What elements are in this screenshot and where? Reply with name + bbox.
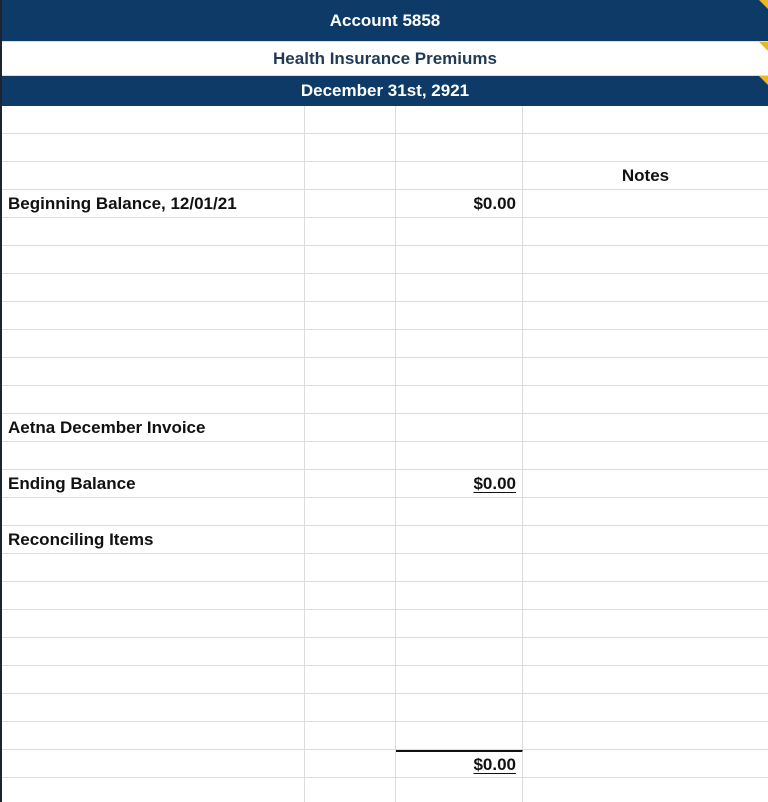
table-row xyxy=(2,246,768,274)
table-row xyxy=(2,694,768,722)
cell[interactable] xyxy=(2,330,305,357)
aetna-invoice-notes[interactable] xyxy=(523,414,768,441)
cell[interactable] xyxy=(305,386,396,413)
table-row xyxy=(2,274,768,302)
cell[interactable] xyxy=(396,386,523,413)
account-title-bar[interactable] xyxy=(2,0,768,41)
account-title: Account 5858 xyxy=(329,10,441,30)
cell[interactable] xyxy=(2,358,305,385)
table-row xyxy=(2,162,768,190)
cell[interactable] xyxy=(523,246,768,273)
table-row xyxy=(2,582,768,610)
cell[interactable] xyxy=(2,106,305,133)
cell[interactable] xyxy=(523,498,768,525)
cell[interactable] xyxy=(2,554,305,581)
cell[interactable] xyxy=(2,386,305,413)
table-row xyxy=(2,302,768,330)
ending-balance-amount-cell[interactable] xyxy=(396,470,523,497)
cell[interactable] xyxy=(305,610,396,637)
cell[interactable] xyxy=(523,218,768,245)
cell[interactable] xyxy=(305,218,396,245)
table-row xyxy=(2,610,768,638)
cell[interactable] xyxy=(305,414,396,441)
beginning-balance-row xyxy=(2,190,768,218)
cell[interactable] xyxy=(523,554,768,581)
cell[interactable] xyxy=(523,694,768,721)
table-row xyxy=(2,666,768,694)
cell[interactable] xyxy=(305,722,396,749)
table-row xyxy=(2,218,768,246)
table-row xyxy=(2,358,768,386)
aetna-invoice-label[interactable]: Aetna December Invoice xyxy=(2,414,305,441)
cell[interactable] xyxy=(305,554,396,581)
cell[interactable] xyxy=(396,610,523,637)
statement-date: December 31st, 2921 xyxy=(300,81,470,100)
cell[interactable] xyxy=(305,694,396,721)
cell[interactable] xyxy=(396,134,523,161)
cell[interactable] xyxy=(2,302,305,329)
cell[interactable] xyxy=(396,162,523,189)
cell[interactable] xyxy=(2,498,305,525)
table-row xyxy=(2,722,768,750)
cell[interactable] xyxy=(305,246,396,273)
cell[interactable] xyxy=(2,162,305,189)
cell[interactable] xyxy=(2,722,305,749)
account-subtitle-bar[interactable] xyxy=(2,41,768,76)
cell[interactable] xyxy=(396,778,523,802)
notes-header[interactable]: Notes xyxy=(621,165,670,185)
cell[interactable] xyxy=(523,274,768,301)
cell[interactable] xyxy=(305,302,396,329)
cell[interactable] xyxy=(2,694,305,721)
table-row xyxy=(2,106,768,134)
cell[interactable] xyxy=(396,722,523,749)
cell[interactable] xyxy=(523,750,768,777)
cell[interactable] xyxy=(523,778,768,802)
aetna-invoice-row xyxy=(2,414,768,442)
cell[interactable] xyxy=(305,526,396,553)
cell[interactable] xyxy=(523,386,768,413)
cell[interactable] xyxy=(305,442,396,469)
reconciling-total-row xyxy=(2,750,768,778)
cell[interactable] xyxy=(523,610,768,637)
cell[interactable] xyxy=(523,106,768,133)
reconciling-items-row xyxy=(2,526,768,554)
cell[interactable] xyxy=(305,498,396,525)
cell[interactable] xyxy=(2,442,305,469)
cell[interactable] xyxy=(523,134,768,161)
cell[interactable] xyxy=(396,498,523,525)
ending-balance-notes[interactable] xyxy=(523,470,768,497)
cell[interactable] xyxy=(2,666,305,693)
cell[interactable] xyxy=(396,638,523,665)
cell[interactable] xyxy=(305,582,396,609)
beginning-balance-notes[interactable] xyxy=(523,190,768,217)
cell[interactable] xyxy=(2,274,305,301)
table-row xyxy=(2,554,768,582)
ledger-grid xyxy=(2,106,768,802)
table-row xyxy=(2,778,768,802)
cell[interactable] xyxy=(2,246,305,273)
cell[interactable] xyxy=(305,666,396,693)
cell[interactable] xyxy=(396,694,523,721)
cell[interactable] xyxy=(305,778,396,802)
cell[interactable] xyxy=(396,666,523,693)
cell[interactable] xyxy=(2,218,305,245)
cell[interactable] xyxy=(2,610,305,637)
table-row xyxy=(2,386,768,414)
cell[interactable] xyxy=(2,582,305,609)
cell[interactable] xyxy=(396,246,523,273)
cell[interactable] xyxy=(305,274,396,301)
cell[interactable] xyxy=(396,274,523,301)
ending-balance-label[interactable]: Ending Balance xyxy=(2,470,305,497)
cell[interactable] xyxy=(2,778,305,802)
beginning-balance-amount[interactable]: $0.00 xyxy=(396,190,523,217)
table-row xyxy=(2,498,768,526)
account-subtitle: Health Insurance Premiums xyxy=(273,48,497,68)
cell[interactable] xyxy=(396,330,523,357)
table-row xyxy=(2,442,768,470)
ending-balance-row xyxy=(2,470,768,498)
cell[interactable] xyxy=(396,554,523,581)
cell[interactable] xyxy=(305,162,396,189)
table-row xyxy=(2,638,768,666)
cell[interactable] xyxy=(2,638,305,665)
cell[interactable] xyxy=(523,302,768,329)
cell[interactable] xyxy=(305,190,396,217)
cell[interactable] xyxy=(396,218,523,245)
cell[interactable] xyxy=(523,442,768,469)
reconciling-total-amount-cell[interactable] xyxy=(396,750,523,777)
statement-date-bar[interactable] xyxy=(2,76,768,106)
cell[interactable] xyxy=(2,750,305,777)
comment-indicator-icon[interactable] xyxy=(759,42,768,51)
cell[interactable] xyxy=(523,358,768,385)
cell[interactable] xyxy=(305,470,396,497)
table-row xyxy=(2,134,768,162)
cell[interactable] xyxy=(305,638,396,665)
cell[interactable] xyxy=(523,330,768,357)
cell[interactable] xyxy=(305,750,396,777)
beginning-balance-label[interactable]: Beginning Balance, 12/01/21 xyxy=(2,190,305,217)
comment-indicator-icon[interactable] xyxy=(759,0,768,9)
cell[interactable] xyxy=(396,442,523,469)
cell[interactable] xyxy=(396,358,523,385)
cell[interactable] xyxy=(523,722,768,749)
cell[interactable] xyxy=(305,106,396,133)
cell[interactable] xyxy=(305,134,396,161)
cell[interactable] xyxy=(396,302,523,329)
aetna-invoice-amount[interactable] xyxy=(396,414,523,441)
cell[interactable] xyxy=(396,526,523,553)
cell[interactable] xyxy=(2,134,305,161)
cell[interactable] xyxy=(523,582,768,609)
cell[interactable] xyxy=(305,358,396,385)
cell[interactable] xyxy=(396,106,523,133)
reconciling-total-amount: $0.00 xyxy=(473,754,516,774)
cell[interactable] xyxy=(523,638,768,665)
ending-balance-amount: $0.00 xyxy=(473,473,516,493)
reconciling-items-label[interactable]: Reconciling Items xyxy=(2,526,305,553)
table-row xyxy=(2,330,768,358)
cell[interactable] xyxy=(305,330,396,357)
cell[interactable] xyxy=(396,582,523,609)
comment-indicator-icon[interactable] xyxy=(759,76,768,85)
cell[interactable] xyxy=(523,666,768,693)
cell[interactable] xyxy=(523,526,768,553)
